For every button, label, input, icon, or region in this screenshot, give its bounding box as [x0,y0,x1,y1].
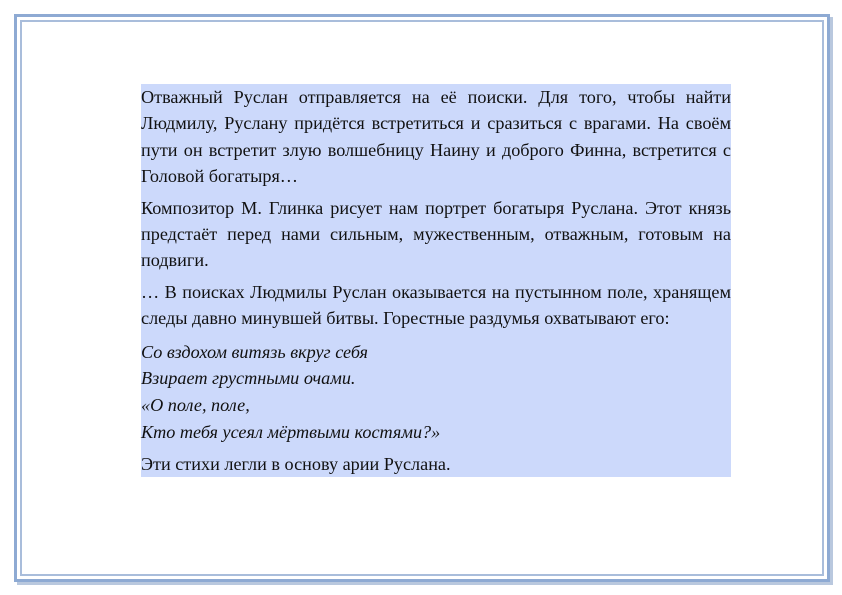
paragraph-closing: Эти стихи легли в основу арии Руслана. [141,453,451,474]
poem-line: Со вздохом витязь вкруг себя [141,341,369,362]
paragraph-battlefield: … В поисках Людмилы Руслан оказывается на пустынном поле, хранящем следы давно минувшей битвы. Горестные раздумья охватывают его: [141,281,731,329]
paragraph-intro: Отважный Руслан отправляется на её поиски. Для того, чтобы найти Людмилу, Руслану придётся встретиться и сразиться с врагами. На своём пути он встретит злую волшебницу Наину и доброго Финна, встретится с Головой богатыря… [141,87,731,187]
poem-line: Взирает грустными очами. [141,368,356,389]
poem-quote [141,339,731,446]
text-block [141,84,731,477]
paragraph-composer: Композитор М. Глинка рисует нам портрет богатыря Руслана. Этот князь предстаёт перед нами сильным, мужественным, отважным, готовым на подвиги. [141,197,731,271]
poem-line: Кто тебя усеял мёртвыми костями?» [141,422,441,443]
poem-line: «О поле, поле, [141,395,250,416]
